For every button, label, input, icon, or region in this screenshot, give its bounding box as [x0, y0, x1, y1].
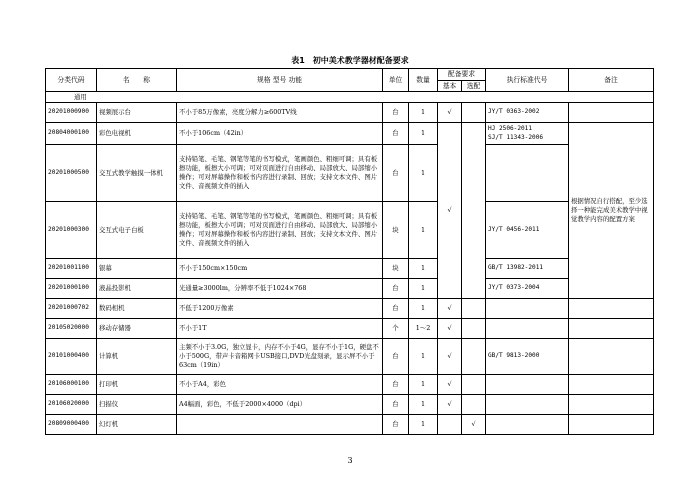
row-code: 20106000100	[46, 375, 97, 395]
row-name: 交互式教学触摸一体机	[97, 145, 177, 202]
row-qty: 1	[409, 299, 438, 319]
row-code: 20809000400	[46, 415, 97, 435]
row-name: 视频展示台	[97, 103, 177, 123]
row-optional	[462, 395, 486, 415]
row-optional	[462, 339, 486, 375]
table-row	[46, 103, 654, 123]
header-name: 名 称	[97, 69, 177, 92]
row-standard: HJ 2506-2011 SJ/T 11343-2006	[486, 123, 569, 145]
row-basic: √	[438, 375, 462, 395]
row-standard	[486, 299, 569, 319]
row-optional	[462, 299, 486, 319]
row-qty: 1	[409, 395, 438, 415]
table-row	[46, 202, 654, 259]
row-basic: √	[438, 395, 462, 415]
row-qty: 1	[409, 259, 438, 279]
table-row	[46, 339, 654, 375]
row-qty: 1	[409, 375, 438, 395]
row-code: 20201001100	[46, 259, 97, 279]
row-name: 数码相机	[97, 299, 177, 319]
row-qty: 1	[409, 103, 438, 123]
header-basic: 基本	[438, 81, 462, 92]
row-spec: 不小于85万像素，亮度分解力≥600TV线	[177, 103, 383, 123]
row-qty: 1	[409, 415, 438, 435]
table-row	[46, 395, 654, 415]
group-optional	[462, 123, 486, 299]
row-spec: 支持铅笔、毛笔、钢笔等笔的书写模式，笔画颜色、粗细可调；具有板擦功能，板擦大小可调；可对页面进行自由移动、局部放大、局部缩小操作；可对屏幕操作和板书内容进行录制、回放；支持文本文件、图片文件、音视频文件的插入	[177, 145, 383, 202]
row-spec: A4幅面，彩色，不低于2000×4000（dpi）	[177, 395, 383, 415]
header-remarks: 备注	[569, 69, 654, 92]
row-name: 移动存储器	[97, 319, 177, 339]
row-spec: 光通量≥3000lm，分辨率不低于1024×768	[177, 279, 383, 299]
row-optional	[462, 319, 486, 339]
row-name: 液晶投影机	[97, 279, 177, 299]
row-basic: √	[438, 339, 462, 375]
row-standard	[486, 375, 569, 395]
row-remarks	[569, 103, 654, 123]
header-spec: 规格 型号 功能	[177, 69, 383, 92]
section-general: 通用	[46, 92, 654, 103]
row-remarks	[569, 375, 654, 395]
equipment-table	[45, 68, 654, 435]
header-code: 分类代码	[46, 69, 97, 92]
row-code: 20201000500	[46, 145, 97, 202]
table-row	[46, 259, 654, 279]
row-unit: 台	[383, 299, 409, 319]
row-unit: 台	[383, 339, 409, 375]
row-name: 幻灯机	[97, 415, 177, 435]
table-row	[46, 299, 654, 319]
row-unit: 台	[383, 395, 409, 415]
table-row	[46, 375, 654, 395]
row-unit: 台	[383, 103, 409, 123]
row-standard	[486, 415, 569, 435]
row-standard: GB/T 9813-2000	[486, 339, 569, 375]
table-title: 表1 初中美术教学器材配备要求	[291, 56, 409, 65]
row-standard	[486, 145, 569, 202]
row-name: 打印机	[97, 375, 177, 395]
row-code: 20101000400	[46, 339, 97, 375]
row-standard: JY/T 0363-2002	[486, 103, 569, 123]
row-unit: 块	[383, 202, 409, 259]
table-row	[46, 319, 654, 339]
row-unit: 台	[383, 123, 409, 145]
row-qty: 1	[409, 145, 438, 202]
row-standard	[486, 395, 569, 415]
group-remarks: 根据情况自行搭配，至少选择一种能完成美术教学中视觉教学内容的配置方案	[569, 123, 654, 299]
row-unit: 块	[383, 259, 409, 279]
row-spec: 支持铅笔、毛笔、钢笔等笔的书写模式，笔画颜色、粗细可调；具有板擦功能，板擦大小可调；可对页面进行自由移动、局部放大、局部缩小操作；可对屏幕操作和板书内容进行录制、回放；支持文本文件、图片文件、音视频文件的插入	[177, 202, 383, 259]
table-row	[46, 279, 654, 299]
row-code: 20105020000	[46, 319, 97, 339]
row-unit: 台	[383, 279, 409, 299]
header-standard: 执行标准代号	[486, 69, 569, 92]
row-code: 20201000702	[46, 299, 97, 319]
row-standard: JY/T 0456-2011	[486, 202, 569, 259]
row-name: 计算机	[97, 339, 177, 375]
row-standard	[486, 319, 569, 339]
row-qty: 1	[409, 279, 438, 299]
table-row	[46, 145, 654, 202]
row-optional	[462, 103, 486, 123]
row-unit: 台	[383, 145, 409, 202]
row-name: 扫描仪	[97, 395, 177, 415]
row-spec: 不低于1200万像素	[177, 299, 383, 319]
row-code: 20201000100	[46, 279, 97, 299]
header-qty: 数量	[409, 69, 438, 92]
row-code: 20804000100	[46, 123, 97, 145]
table-row	[46, 123, 654, 145]
row-spec: 主频不小于3.0G，独立显卡，内存不小于4G，显存不小于1G，硬盘不小于500G，带声卡音箱网卡USB接口,DVD光盘刻录，显示屏不小于63cm（19in）	[177, 339, 383, 375]
header-optional: 选配	[462, 81, 486, 92]
row-name: 彩色电视机	[97, 123, 177, 145]
row-optional	[462, 375, 486, 395]
row-unit: 个	[383, 319, 409, 339]
row-standard: GB/T 13982-2011	[486, 259, 569, 279]
row-spec	[177, 415, 383, 435]
row-qty: 1	[409, 202, 438, 259]
header-unit: 单位	[383, 69, 409, 92]
row-basic: √	[438, 319, 462, 339]
row-standard: JY/T 0373-2004	[486, 279, 569, 299]
row-spec: 不小于106cm（42in）	[177, 123, 383, 145]
row-optional: √	[462, 415, 486, 435]
row-remarks	[569, 395, 654, 415]
row-remarks	[569, 299, 654, 319]
row-code: 20201000900	[46, 103, 97, 123]
row-spec: 不小于A4，彩色	[177, 375, 383, 395]
header-requirement: 配备要求	[438, 69, 486, 81]
row-qty: 1	[409, 123, 438, 145]
row-basic	[438, 415, 462, 435]
row-basic: √	[438, 299, 462, 319]
row-qty: 1～2	[409, 319, 438, 339]
row-unit: 台	[383, 415, 409, 435]
row-code: 20106020000	[46, 395, 97, 415]
row-name: 交互式电子白板	[97, 202, 177, 259]
row-remarks	[569, 415, 654, 435]
row-name: 银幕	[97, 259, 177, 279]
row-qty: 1	[409, 339, 438, 375]
page-number: 3	[347, 456, 353, 465]
row-remarks	[569, 339, 654, 375]
row-remarks	[569, 319, 654, 339]
row-spec: 不小于1T	[177, 319, 383, 339]
row-unit: 台	[383, 375, 409, 395]
row-spec: 不小于150cm×150cm	[177, 259, 383, 279]
row-code: 20201000300	[46, 202, 97, 259]
group-basic-mark: √	[438, 123, 462, 299]
table-row	[46, 415, 654, 435]
row-basic: √	[438, 103, 462, 123]
